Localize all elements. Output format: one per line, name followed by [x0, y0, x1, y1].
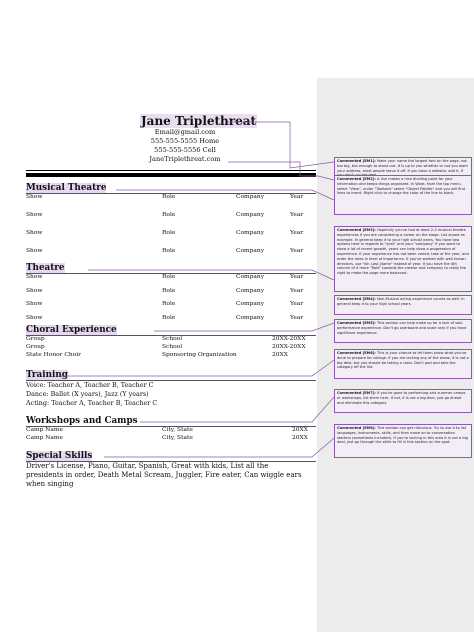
comment-label: Commented [EM7]:	[337, 391, 376, 395]
table-cell: Role	[162, 212, 176, 218]
training-acting: Acting: Teacher A, Teacher B, Teacher C	[26, 399, 158, 407]
table-cell: Show	[26, 230, 43, 236]
section-title-choral: Choral Experience	[26, 325, 117, 335]
connector-em7	[140, 397, 334, 422]
comment-bubble[interactable]	[334, 226, 472, 292]
table-cell: Group	[26, 336, 45, 342]
table-cell: Role	[162, 194, 176, 200]
table-cell: Camp Name	[26, 435, 63, 441]
comment-text: Non-Musical acting experience counts as well. In general keep it to your high school years.	[337, 297, 465, 306]
table-cell: Camp Name	[26, 427, 63, 433]
comment-text: If you've gone to performing arts summer camps or workshops, list them here. If not, it is not a big deal, just go ahead and eliminate this category.	[337, 391, 466, 405]
table-cell: Show	[26, 314, 43, 321]
table-cell: 20XX	[292, 435, 308, 441]
comment-bubble[interactable]	[334, 175, 472, 215]
table-cell: Show	[26, 248, 43, 254]
comment-label: Commented [EM3]:	[337, 228, 376, 232]
comment-label: Commented [EM1]:	[337, 159, 376, 163]
connector-em8	[104, 438, 334, 457]
comment-text: This section can get ridiculous. Try to use it to list languages, instruments, skills, and then move on to conversation starters (sometimes included). If you're lacking in this area it is not a big deal, just go through the skills to fill in this section on the spot.	[337, 426, 468, 445]
table-cell: State Honor Choir	[26, 351, 81, 358]
special-skills-text: Driver's License, Piano, Guitar, Spanish, Great with kids, List all the presidents in order, Death Metal Scream, Juggler, Fire eater, Can wiggle ears when singing	[26, 462, 302, 488]
section-title-special-skills: Special Skills	[26, 451, 93, 461]
table-cell: Year	[290, 248, 304, 254]
comment-label: Commented [EM4]:	[337, 297, 376, 301]
table-cell: Role	[162, 314, 176, 321]
comment-label: Commented [EM6]:	[337, 351, 376, 355]
section-title-theatre: Theatre	[26, 263, 65, 273]
section-title-training: Training	[26, 370, 68, 380]
table-cell: Show	[26, 287, 43, 294]
table-cell: Company	[236, 212, 265, 218]
comment-label: Commented [EM8]:	[337, 426, 376, 430]
table-cell: Company	[236, 314, 265, 321]
comment-text: This is your chance to let them know what you've done to prepare for college. If you are lacking any of the areas, it is not a big deal, but you should be taking a class. Don't pad and take the category off the list.	[337, 351, 469, 370]
table-cell: Role	[162, 230, 176, 236]
table-cell: Year	[290, 287, 304, 294]
connector-em2	[228, 162, 334, 180]
table-cell: Year	[290, 301, 304, 307]
connector-em4	[88, 270, 334, 280]
comment-label: Commented [EM2]:	[337, 177, 376, 181]
table-cell: School	[162, 336, 183, 342]
contact-website: JaneTriplethreat.com	[149, 155, 221, 163]
connector-em1	[228, 122, 334, 168]
comment-text: This section can help make up for a lack of solo performance experience. Don't go overboard and scale only if you have significant experience.	[337, 321, 467, 335]
section-title-musical-theatre: Musical Theatre	[26, 183, 107, 193]
table-cell: City, State	[162, 427, 193, 433]
table-cell: Role	[162, 287, 176, 294]
table-cell: Company	[236, 287, 265, 294]
table-cell: Role	[162, 248, 176, 254]
comment-label: Commented [EM5]:	[337, 321, 376, 325]
table-cell: Year	[290, 230, 304, 236]
comment-bubble[interactable]	[334, 389, 472, 413]
table-cell: Year	[290, 314, 304, 321]
resume-name: Jane Triplethreat	[141, 114, 257, 128]
table-cell: 20XX	[292, 427, 308, 433]
table-cell: City, State	[162, 435, 193, 441]
table-cell: Company	[236, 274, 265, 280]
comment-text: Make your name the largest font on the page, not too big, but enough to stand out. It is up to you whether or not you want your address, most people leave it off. If you have a website, add it, if	[337, 159, 468, 173]
table-cell: 20XX-20XX	[272, 336, 306, 342]
section-title-workshops: Workshops and Camps	[26, 416, 138, 426]
table-cell: Show	[26, 194, 43, 200]
table-cell: 20XX	[272, 351, 288, 358]
table-cell: Year	[290, 194, 304, 200]
table-cell: 20XX-20XX	[272, 343, 306, 350]
table-cell: Company	[236, 248, 265, 254]
connector-em6	[60, 360, 334, 376]
table-cell: Sponsoring Organization	[162, 351, 237, 358]
table-cell: Show	[26, 212, 43, 218]
comment-bubble[interactable]	[334, 319, 472, 343]
comment-text: Hopefully you've had at least 2-3 musical theatre experiences if you are considering a career on the stage. List shows as example. In general keep it to your high school years. You have two options here in regards to "year" and your "company" If you want to show a lot of recent growth, years can help show a progression of experience. If your experience has not been varied, take of the year, and order the roles in level of importance. If you've worked with well known directors, use "dir. Last_Name" instead of year. If you have the 4th column of it more "Role" towards the creator and company to really the right to make the page more balanced.	[337, 228, 469, 276]
training-dance: Dance: Ballet (X years), Jazz (Y years)	[26, 390, 149, 398]
comment-text: A line makes a nice dividing point for your information and keeps things organized. In Word, from the top menu, select "View", under "Toolbars" select "Object Palette" and you will find lines to insert. Right click to change the color of the line to black.	[337, 177, 465, 196]
table-cell: Company	[236, 301, 265, 307]
table-cell: Year	[290, 274, 304, 280]
table-cell: Company	[236, 230, 265, 236]
comment-bubble[interactable]	[334, 349, 472, 379]
table-cell: Year	[290, 212, 304, 218]
table-cell: Show	[26, 301, 43, 307]
table-cell: Role	[162, 274, 176, 280]
table-cell: Show	[26, 274, 43, 280]
training-voice: Voice: Teacher A, Teacher B, Teacher C	[26, 381, 154, 389]
table-cell: Group	[26, 343, 45, 350]
contact-home-phone: 555-555-5555 Home	[150, 137, 220, 145]
table-cell: Role	[162, 301, 176, 307]
table-cell: Company	[236, 194, 265, 200]
contact-email: Email@gmail.com	[154, 128, 216, 136]
contact-cell-phone: 555-555-5556 Cell	[154, 146, 216, 154]
table-cell: School	[162, 343, 183, 350]
connector-em3	[116, 190, 334, 200]
comment-bubble[interactable]	[334, 424, 472, 458]
comment-bubble[interactable]	[334, 295, 472, 315]
connector-em5	[154, 323, 334, 331]
